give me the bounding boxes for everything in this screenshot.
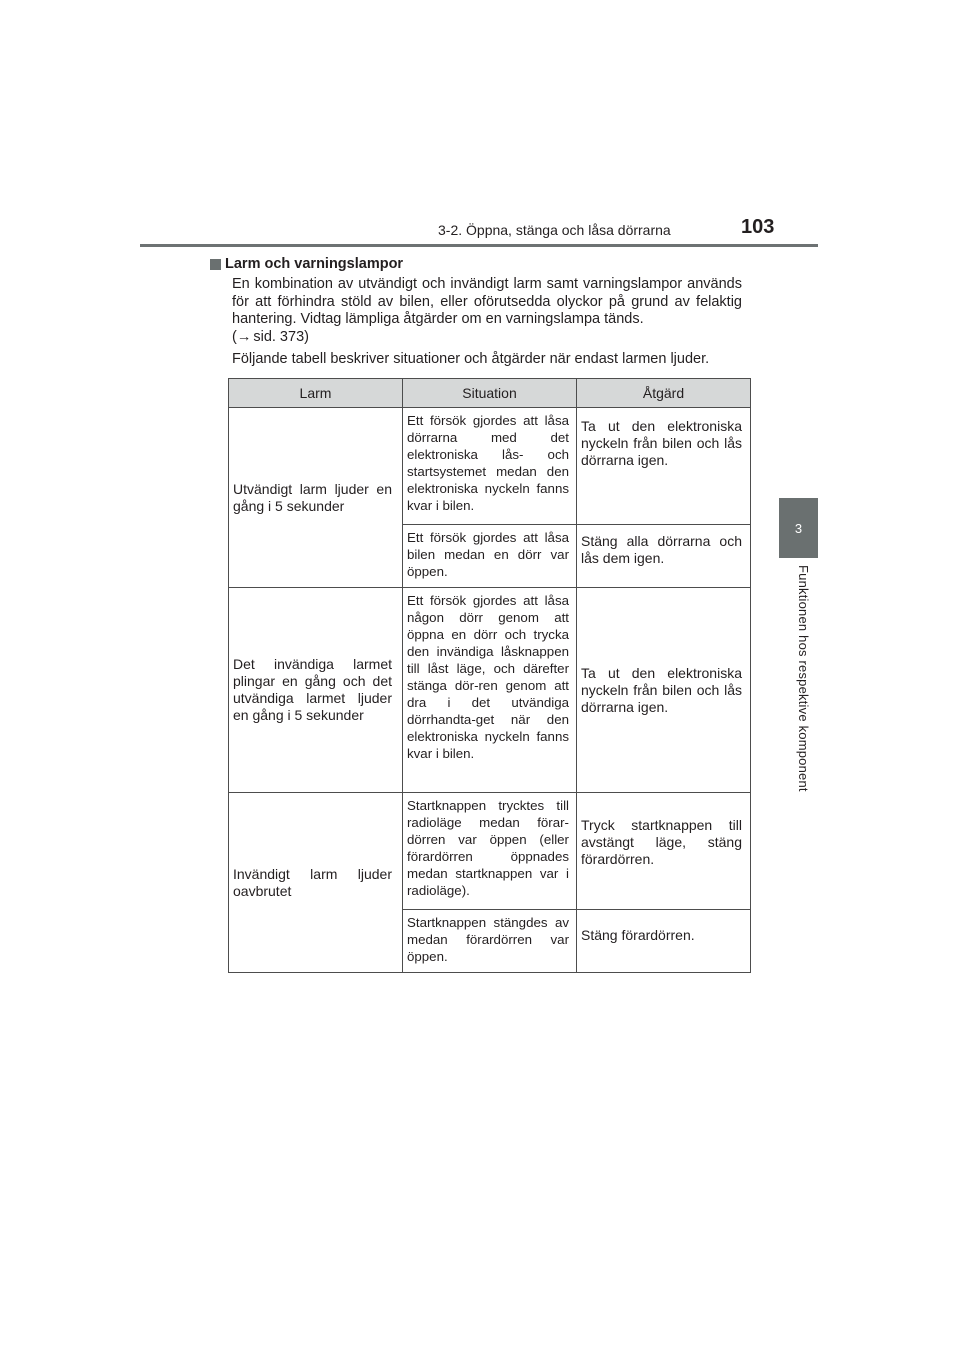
intro-paragraph-text: En kombination av utvändigt och invändigt larm samt varningslampor används för att förhindra stöld av bilen, eller oförutsedda olyckor på grund av felaktig hantering. Vidtag lämpliga åtgärder om en varningslampa tänds. (232, 276, 742, 327)
situation-cell: Startknappen trycktes till radioläge medan förar-dörren var öppen (eller förardörren öppnades medan startknappen var i radioläge). (403, 793, 577, 910)
table-row (229, 408, 751, 525)
alarm-cell: Det invändiga larmet plingar en gång och det utvändiga larmet ljuder en gång i 5 sekunder (229, 588, 403, 793)
situation-cell: Ett försök gjordes att låsa någon dörr genom att öppna en dörr och trycka den invändiga låsknappen till låst läge, och därefter stänga dör-ren genom att dra i det utvändiga dörrhandta-get när den elektroniska nyckeln fanns kvar i bilen. (403, 588, 577, 793)
chapter-label: Funktionen hos respektive komponent (796, 565, 811, 792)
chapter-tab (779, 498, 818, 558)
action-cell: Stäng förardörren. (577, 910, 751, 973)
page-number: 103 (741, 216, 775, 238)
table-header-row (229, 379, 751, 408)
bullet-square-icon (210, 259, 221, 270)
action-cell: Tryck startknappen till avstängt läge, stäng förardörren. (577, 793, 751, 910)
intro-paragraph: En kombination av utvändigt och invändigt larm samt varningslampor används för att förhindra stöld av bilen, eller oförutsedda olyckor på grund av felaktig hantering. Vidtag lämpliga åtgärder om en varningslampa tänds. (→ sid. 373) (232, 276, 742, 345)
header-divider (140, 244, 818, 247)
action-cell: Stäng alla dörrarna och lås dem igen. (577, 525, 751, 588)
page-header-title: 3-2. Öppna, stänga och låsa dörrarna (438, 222, 671, 238)
alarm-cell: Utvändigt larm ljuder en gång i 5 sekunder (229, 408, 403, 588)
chapter-number: 3 (794, 520, 803, 536)
column-header-action: Åtgärd (577, 379, 751, 408)
action-cell: Ta ut den elektroniska nyckeln från bilen och lås dörrarna igen. (577, 588, 751, 793)
alarm-table (228, 378, 751, 973)
action-cell: Ta ut den elektroniska nyckeln från bilen och lås dörrarna igen. (577, 408, 751, 525)
table-row (229, 793, 751, 910)
section-content (210, 254, 742, 369)
column-header-alarm: Larm (229, 379, 403, 408)
situation-cell: Ett försök gjordes att låsa bilen medan en dörr var öppen. (403, 525, 577, 588)
alarm-cell: Invändigt larm ljuder oavbrutet (229, 793, 403, 973)
section-heading (210, 254, 742, 274)
page-reference-link[interactable]: sid. 373) (253, 328, 309, 345)
table-description: Följande tabell beskriver situationer och åtgärder när endast larmen ljuder. (232, 351, 710, 367)
column-header-situation: Situation (403, 379, 577, 408)
situation-cell: Ett försök gjordes att låsa dörrarna med det elektroniska lås- och startsystemet medan den elektroniska nyckeln fanns kvar i bilen. (403, 408, 577, 525)
arrow-right-icon: → (236, 328, 252, 345)
section-heading-text: Larm och varningslampor (225, 256, 404, 272)
table-row (229, 588, 751, 793)
situation-cell: Startknappen stängdes av medan förardörren var öppen. (403, 910, 577, 973)
